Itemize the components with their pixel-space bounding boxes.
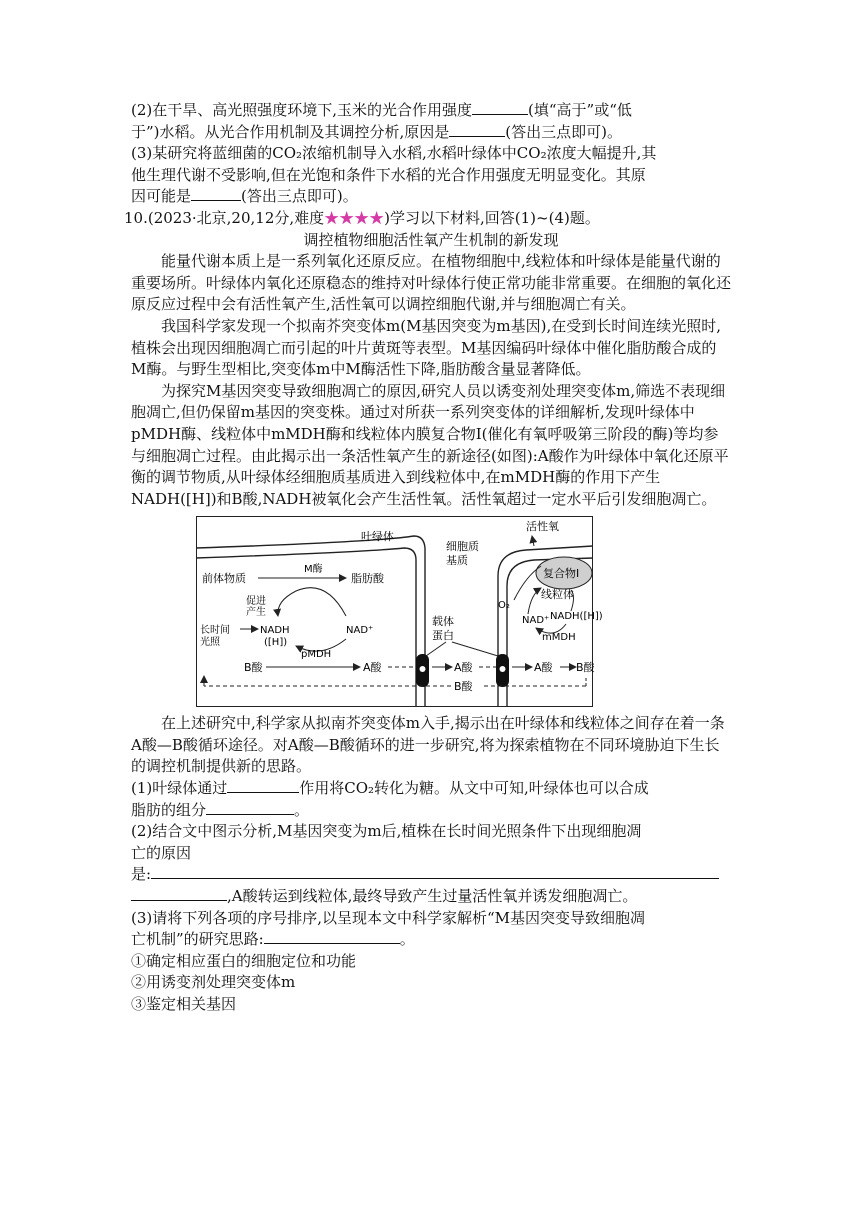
sub-q2-line4: ,A酸转运到线粒体,最终导致产生过量活性氧并诱发细胞凋亡。 (131, 886, 731, 908)
svg-text:基质: 基质 (446, 554, 468, 568)
sub-q3-line1: (3)请将下列各项的序号排序,以呈现本文中科学家解析“M基因突变导致细胞凋 (131, 908, 646, 927)
label-a-acid-left: A酸 (363, 661, 382, 675)
label-precursor: 前体物质 (202, 572, 246, 586)
q2-line1: (2)在干旱、高光照强度环境下,玉米的光合作用强度 (填“高于”或“低 (131, 101, 632, 119)
label-nad-left: NAD⁺ (346, 625, 374, 637)
svg-text:([H]): ([H]) (264, 637, 288, 649)
document-page (124, 100, 732, 1016)
label-a-acid-mid: A酸 (454, 661, 473, 675)
sub-q1-line1: (1)叶绿体通过 作用将CO₂转化为糖。从文中可知,叶绿体也可以合成 (131, 779, 649, 798)
answer-blank[interactable] (264, 929, 400, 944)
paragraph-1: 能量代谢本质上是一系列氧化还原反应。在植物细胞中,线粒体和叶绿体是能量代谢的重要场所。叶绿体内氧化还原稳态的维持对叶绿体行使正常功能非常重要。在细胞的氧化还原反应过程中会有活性氧产生,活性氧可以调控细胞代谢,并与细胞凋亡有关。 (131, 252, 732, 314)
label-light: 长时间 (200, 625, 230, 637)
label-mmdh: mMDH (542, 632, 576, 644)
sub-q2-line3: 是: (131, 864, 731, 886)
answer-blank[interactable] (472, 100, 528, 115)
label-fatty-acid: 脂肪酸 (351, 572, 384, 586)
q3-line1: (3)某研究将蓝细菌的CO₂浓缩机制导入水稻,水稻叶绿体中CO₂浓度大幅提升,其 (131, 144, 657, 163)
option-2: ②用诱变剂处理突变体m (131, 973, 296, 992)
label-b-acid-mid: B酸 (454, 680, 473, 694)
paragraph-4: 在上述研究中,科学家从拟南芥突变体m入手,揭示出在叶绿体和线粒体之间存在着一条A酸—B酸循环途径。对A酸—B酸循环的进一步研究,将为探索植物在不同环境胁迫下生长的调控机制提供新的思路。 (131, 714, 725, 776)
label-cytoplasm: 细胞质 (446, 540, 479, 554)
paragraph-3: 为探究M基因突变导致细胞凋亡的原因,研究人员以诱变剂处理突变体m,筛选不表现细胞凋亡,但仍保留m基因的突变株。通过对所获一系列突变体的详细解析,发现叶绿体中pMDH酶、线粒体中mMDH酶和线粒体内膜复合物Ⅰ(催化有氧呼吸第三阶段的酶)等均参与细胞凋亡过程。由此揭示出一条活性氧产生的新途径(如图):A酸作为叶绿体中氧化还原平衡的调节物质,从叶绿体经细胞质基质进入到线粒体中,在mMDH酶的作用下产生NADH([H])和B酸,NADH被氧化会产生活性氧。活性氧超过一定水平后引发细胞凋亡。 (131, 381, 729, 508)
q2-line2: 于”)水稻。从光合作用机制及其调控分析,原因是 (答出三点即可)。 (131, 122, 623, 141)
svg-text:产生: 产生 (246, 607, 266, 619)
svg-text:复合物Ⅰ: 复合物Ⅰ (543, 567, 580, 581)
pathway-diagram (196, 516, 603, 707)
label-ros: 活性氧 (526, 520, 559, 534)
sub-q3-line2: 亡机制”的研究思路: 。 (131, 930, 415, 949)
answer-blank[interactable] (151, 864, 719, 879)
label-nadh-right: NADH([H]) (550, 611, 603, 623)
label-pmdh: pMDH (301, 649, 332, 661)
answer-blank[interactable] (191, 186, 241, 201)
svg-text:光照: 光照 (200, 637, 220, 649)
answer-blank[interactable] (449, 122, 505, 137)
q3-line3: 因可能是 (答出三点即可)。 (131, 187, 358, 206)
svg-text:蛋白: 蛋白 (432, 629, 454, 643)
label-nad-right: NAD⁺ (522, 615, 550, 627)
answer-blank[interactable] (206, 800, 294, 815)
paragraph-2: 我国科学家发现一个拟南芥突变体m(M基因突变为m基因),在受到长时间连续光照时,植株会出现因细胞凋亡而引起的叶片黄斑等表型。M基因编码叶绿体中催化脂肪酸合成的M酶。与野生型相比,突变体m中M酶活性下降,脂肪酸含量显著降低。 (131, 316, 722, 379)
article-title: 调控植物细胞活性氧产生机制的新发现 (303, 230, 559, 249)
label-a-acid-right: A酸 (534, 661, 553, 675)
label-m-enzyme: M酶 (304, 564, 323, 576)
label-mito: 线粒体 (541, 588, 574, 602)
sub-q2-line2: 亡的原因 (131, 843, 192, 862)
option-1: ①确定相应蛋白的细胞定位和功能 (131, 951, 357, 970)
label-b-acid-left: B酸 (244, 661, 263, 675)
pathway-figure (196, 516, 603, 707)
label-chloroplast: 叶绿体 (361, 530, 394, 544)
sub-q2-line1: (2)结合文中图示分析,M基因突变为m后,植株在长时间光照条件下出现细胞凋 (131, 822, 642, 841)
answer-blank[interactable] (227, 778, 299, 793)
sub-q1-line2: 脂肪的组分 。 (131, 800, 310, 819)
q10-header: 10.(2023·北京,20,12分,难度★★★★)学习以下材料,回答(1)~(4)题。 (124, 208, 600, 227)
answer-blank[interactable] (131, 886, 227, 901)
option-3: ③鉴定相关基因 (131, 995, 237, 1013)
label-o2: O₂ (498, 600, 510, 612)
label-promote: 促进 (246, 596, 266, 608)
label-b-acid-right: B酸 (576, 661, 595, 675)
difficulty-stars: ★★★★ (324, 208, 385, 227)
label-carrier: 载体 (432, 615, 454, 629)
q3-line2: 他生理代谢不受影响,但在光饱和条件下水稻的光合作用强度无明显变化。其原 (131, 165, 646, 184)
label-nadh-left: NADH (260, 625, 290, 637)
